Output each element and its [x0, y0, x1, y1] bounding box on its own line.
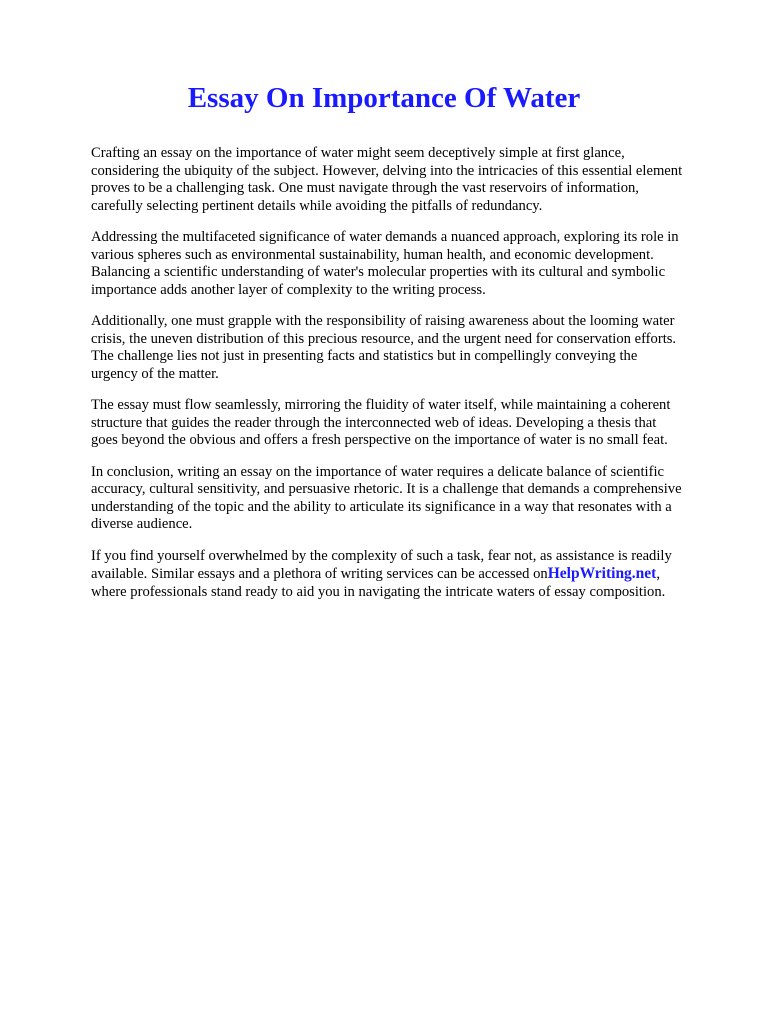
- text-line: The essay must flow seamlessly, mirroring the fluidity of water itself, while maintaining a coherent: [91, 397, 671, 413]
- text-line: diverse audience.: [91, 516, 193, 532]
- text-line: goes beyond the obvious and offers a fresh perspective on the importance of water is no small feat.: [91, 432, 668, 448]
- text-line: various spheres such as environmental sustainability, human health, and economic development.: [91, 246, 654, 263]
- text-fragment: available. Similar essays and a plethora of writing services can be accessed on: [91, 566, 548, 582]
- text-line: considering the ubiquity of the subject. However, delving into the intricacies of this essential element: [91, 162, 683, 179]
- text-line: crisis, the uneven distribution of this precious resource, and the urgent need for conservation efforts.: [91, 330, 677, 347]
- paragraph-5: [91, 464, 731, 534]
- paragraph-3: [91, 313, 731, 383]
- text-line: structure that guides the reader through the interconnected web of ideas. Developing a thesis that: [91, 414, 657, 431]
- text-line: understanding of the topic and the ability to articulate its significance in a way that resonates with a: [91, 498, 672, 515]
- text-line: Additionally, one must grapple with the responsibility of raising awareness about the looming water: [91, 313, 675, 329]
- text-line: Balancing a scientific understanding of water's molecular properties with its cultural and symbolic: [91, 264, 666, 280]
- page-title: Essay On Importance Of Water: [187, 82, 581, 114]
- text-line: importance adds another layer of complexity to the writing process.: [91, 281, 486, 298]
- text-line: urgency of the matter.: [91, 365, 219, 382]
- text-line: carefully selecting pertinent details while avoiding the pitfalls of redundancy.: [91, 197, 543, 214]
- text-line: proves to be a challenging task. One must navigate through the vast reservoirs of information,: [91, 180, 639, 196]
- paragraph-4: [91, 397, 731, 450]
- closing-paragraph: [91, 548, 731, 602]
- paragraph-1: [91, 145, 731, 215]
- text-line: accuracy, cultural sensitivity, and persuasive rhetoric. It is a challenge that demands a comprehensive: [91, 481, 682, 497]
- text-line: If you find yourself overwhelmed by the complexity of such a task, fear not, as assistance is readily: [91, 547, 672, 564]
- text-line: Addressing the multifaceted significance of water demands a nuanced approach, exploring its role in: [91, 229, 679, 245]
- text-line: In conclusion, writing an essay on the importance of water requires a delicate balance of scientific: [91, 463, 664, 480]
- text-line: Crafting an essay on the importance of water might seem deceptively simple at first glance,: [91, 145, 625, 161]
- text-fragment: ,: [656, 566, 661, 582]
- helpwriting-link[interactable]: HelpWriting.net: [547, 565, 657, 582]
- essay-body: [91, 145, 731, 615]
- text-line: [91, 565, 731, 584]
- paragraph-2: [91, 229, 731, 299]
- text-line: The challenge lies not just in presenting facts and statistics but in compellingly conveying the: [91, 348, 638, 364]
- text-line: where professionals stand ready to aid you in navigating the intricate waters of essay composition.: [91, 583, 666, 600]
